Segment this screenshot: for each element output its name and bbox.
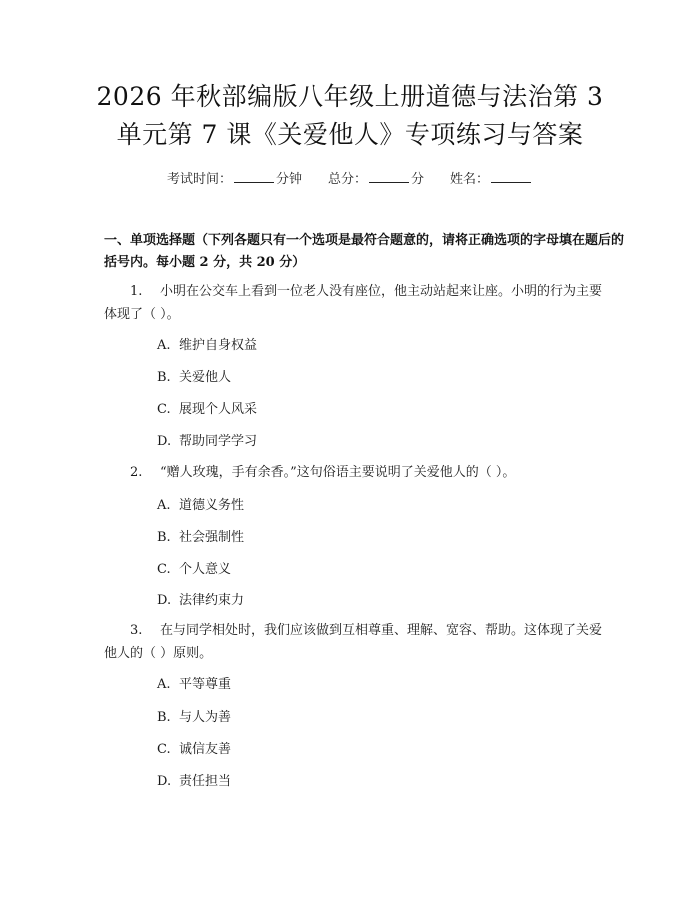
score-blank [369,170,409,183]
option-2a [157,494,244,513]
option-3b [157,706,231,725]
option-1d [157,430,257,449]
option-letter: B. [157,370,171,385]
option-letter: D. [157,434,172,449]
option-2d [157,589,244,608]
question-1 [104,280,604,326]
option-text: 社会强制性 [179,530,245,545]
question-number: 2. [130,465,143,480]
option-3c [157,738,231,757]
option-1c [157,398,257,417]
option-3d [157,770,231,789]
option-letter: C. [157,562,171,577]
option-letter: A. [157,338,171,353]
option-text: 展现个人风采 [179,402,258,417]
option-letter: A. [157,498,171,513]
section-heading: 一、单项选择题（下列各题只有一个选项是最符合题意的，请将正确选项的字母填在题后的括号内。每小题 2 分，共 20 分） [104,233,625,270]
option-text: 责任担当 [179,774,232,789]
option-2c [157,558,231,577]
option-text: 个人意义 [179,562,232,577]
option-text: 维护自身权益 [179,338,258,353]
option-letter: C. [157,402,171,417]
option-2b [157,526,244,545]
page-title [60,78,640,154]
option-text: 帮助同学学习 [179,434,258,449]
name-label: 姓名： [450,172,490,187]
option-text: 与人为善 [179,710,232,725]
option-1a [157,334,257,353]
score-unit: 分 [411,172,425,187]
option-text: 平等尊重 [179,677,232,692]
option-text: 诚信友善 [179,742,232,757]
title-line-2: 单元第 7 课《关爱他人》专项练习与答案 [116,120,584,149]
option-letter: D. [157,593,172,608]
question-text: “赠人玫瑰，手有余香。”这句俗语主要说明了关爱他人的（ ）。 [160,465,516,480]
question-text: 在与同学相处时，我们应该做到互相尊重、理解、宽容、帮助。这体现了关爱他人的（ ）原则。 [104,623,603,661]
option-letter: B. [157,530,171,545]
option-text: 道德义务性 [179,498,245,513]
exam-info-line [0,168,700,187]
question-3 [104,619,604,665]
option-letter: D. [157,774,172,789]
score-label: 总分： [327,172,367,187]
question-number: 1. [130,284,143,299]
option-text: 关爱他人 [179,370,232,385]
time-label: 考试时间： [166,172,232,187]
option-1b [157,366,231,385]
question-text: 小明在公交车上看到一位老人没有座位，他主动站起来让座。小明的行为主要体现了（ ）。 [104,284,603,322]
option-letter: C. [157,742,171,757]
option-3a [157,673,231,692]
question-2 [104,461,604,484]
option-letter: A. [157,677,171,692]
title-line-1: 2026 年秋部编版八年级上册道德与法治第 3 [96,82,604,111]
option-text: 法律约束力 [179,593,245,608]
name-blank [491,170,531,183]
time-unit: 分钟 [275,172,302,187]
option-letter: B. [157,710,171,725]
time-blank [234,170,274,183]
question-number: 3. [130,623,143,638]
